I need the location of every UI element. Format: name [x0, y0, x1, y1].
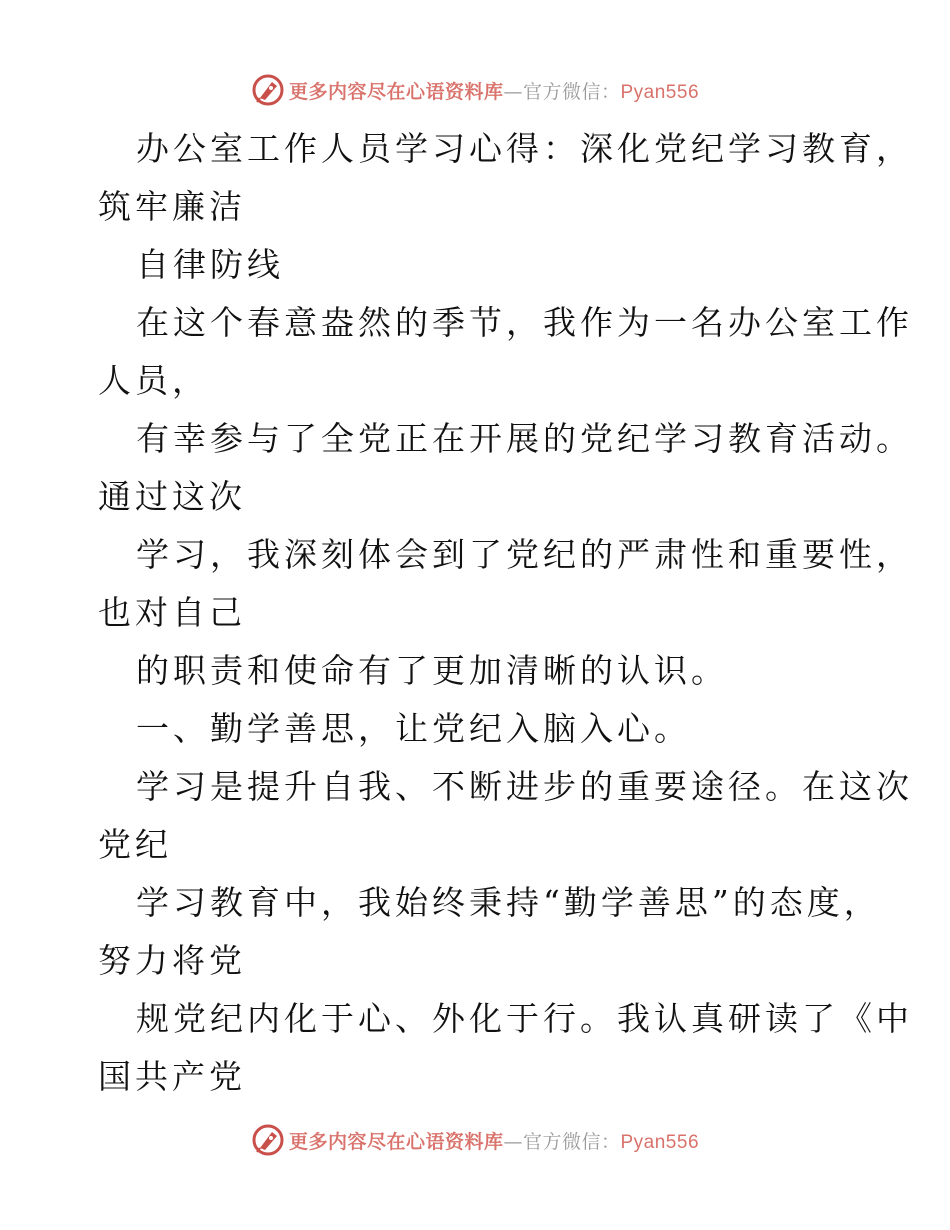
text-line: 学习是提升自我、不断进步的重要途径。在这次 [136, 767, 913, 806]
section-heading: 一、勤学善思，让党纪入脑入心。 [136, 709, 691, 748]
text-line: 的职责和使命有了更加清晰的认识。 [136, 651, 728, 690]
watermark-wechat-id: Pyan556 [620, 1131, 700, 1153]
footer-watermark [0, 1120, 950, 1160]
watermark-wechat-label: —官方微信： [503, 80, 621, 103]
text-line: 筑牢廉洁 [98, 187, 246, 226]
text-line: 在这个春意盎然的季节，我作为一名办公室工作 [136, 303, 913, 342]
watermark-text [289, 77, 699, 104]
watermark-wechat-id: Pyan556 [620, 81, 700, 103]
text-line: 规党纪内化于心、外化于行。我认真研读了《中 [136, 999, 913, 1038]
watermark-title: 更多内容尽在心语资料库 [288, 80, 504, 103]
text-line: 学习，我深刻体会到了党纪的严肃性和重要性， [136, 535, 913, 574]
pen-nib-logo-icon [251, 1123, 285, 1157]
text-line: 有幸参与了全党正在开展的党纪学习教育活动。 [136, 419, 913, 458]
header-watermark [0, 70, 950, 110]
text-line: 学习教育中，我始终秉持“勤学善思”的态度， [136, 883, 881, 922]
text-line: 通过这次 [98, 477, 246, 516]
text-line: 党纪 [98, 825, 172, 864]
pen-nib-logo-icon [251, 73, 285, 107]
text-line: 自律防线 [136, 245, 284, 284]
watermark-wechat-label: —官方微信： [503, 1130, 621, 1153]
watermark-title: 更多内容尽在心语资料库 [288, 1130, 504, 1153]
text-line: 国共产党 [98, 1057, 246, 1096]
text-line: 人员， [98, 361, 209, 400]
text-line: 也对自己 [98, 593, 246, 632]
document-body [98, 120, 913, 1106]
text-line: 办公室工作人员学习心得：深化党纪学习教育， [136, 129, 913, 168]
watermark-text [289, 1127, 699, 1154]
text-line: 努力将党 [98, 941, 246, 980]
